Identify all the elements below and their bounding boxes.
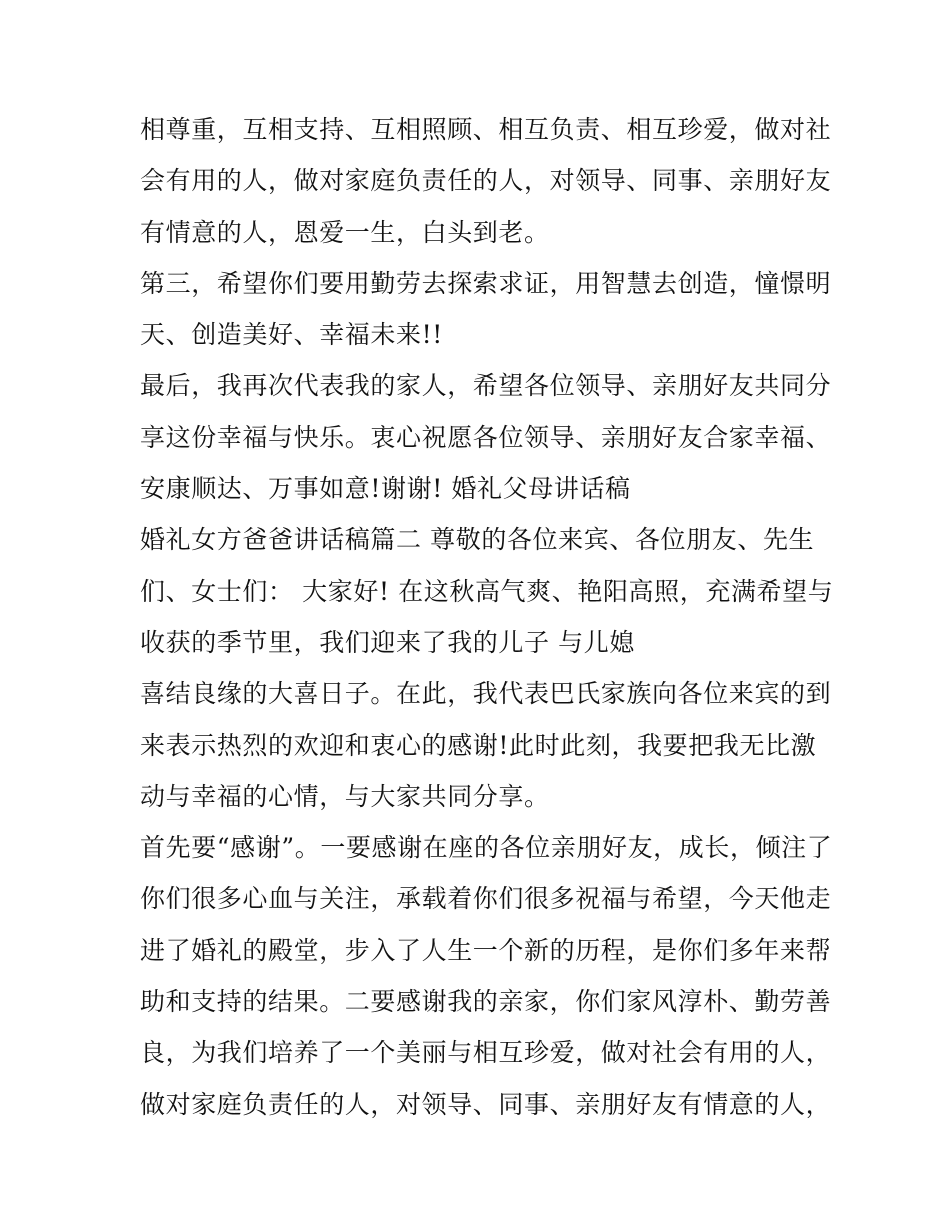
text-line: 助和支持的结果。二要感谢我的亲家，你们家风淳朴、勤劳善 — [140, 987, 832, 1017]
text-line: 最后，我再次代表我的家人，希望各位领导、亲朋好友共同分 — [140, 371, 832, 401]
text-line: 来表示热烈的欢迎和衷心的感谢!此时此刻，我要把我无比激 — [140, 730, 817, 760]
text-line: 有情意的人，恩爱一生，白头到老。 — [140, 217, 550, 247]
text-line: 你们很多心血与关注，承载着你们很多祝福与希望，今天他走 — [140, 884, 832, 914]
document-body-text — [140, 104, 834, 1130]
text-line: 做对家庭负责任的人，对领导、同事、亲朋好友有情意的人， — [140, 1089, 832, 1119]
text-line: 首先要“感谢”。一要感谢在座的各位亲朋好友，成长，倾注了 — [140, 833, 833, 863]
text-line: 享这份幸福与快乐。衷心祝愿各位领导、亲朋好友合家幸福、 — [140, 422, 832, 452]
text-line: 进了婚礼的殿堂，步入了人生一个新的历程，是你们多年来帮 — [140, 935, 832, 965]
text-line: 天、创造美好、幸福未来!! — [140, 320, 443, 350]
text-line: 婚礼女方爸爸讲话稿篇二 尊敬的各位来宾、各位朋友、先生 — [140, 525, 815, 555]
text-line: 们、女士们： 大家好! 在这秋高气爽、艳阳高照，充满希望与 — [140, 576, 834, 606]
text-line: 第三，希望你们要用勤劳去探索求证，用智慧去创造，憧憬明 — [140, 268, 832, 298]
text-line: 安康顺达、万事如意!谢谢! 婚礼父母讲话稿 — [140, 474, 631, 504]
text-line: 良，为我们培养了一个美丽与相互珍爱，做对社会有用的人， — [140, 1038, 832, 1068]
text-line: 会有用的人，做对家庭负责任的人，对领导、同事、亲朋好友 — [140, 166, 832, 196]
text-line: 收获的季节里，我们迎来了我的儿子 与儿媳 — [140, 627, 635, 657]
text-line: 动与幸福的心情，与大家共同分享。 — [140, 781, 550, 811]
text-line: 相尊重，互相支持、互相照顾、相互负责、相互珍爱，做对社 — [140, 115, 832, 144]
text-line: 喜结良缘的大喜日子。在此，我代表巴氏家族向各位来宾的到 — [140, 679, 832, 709]
